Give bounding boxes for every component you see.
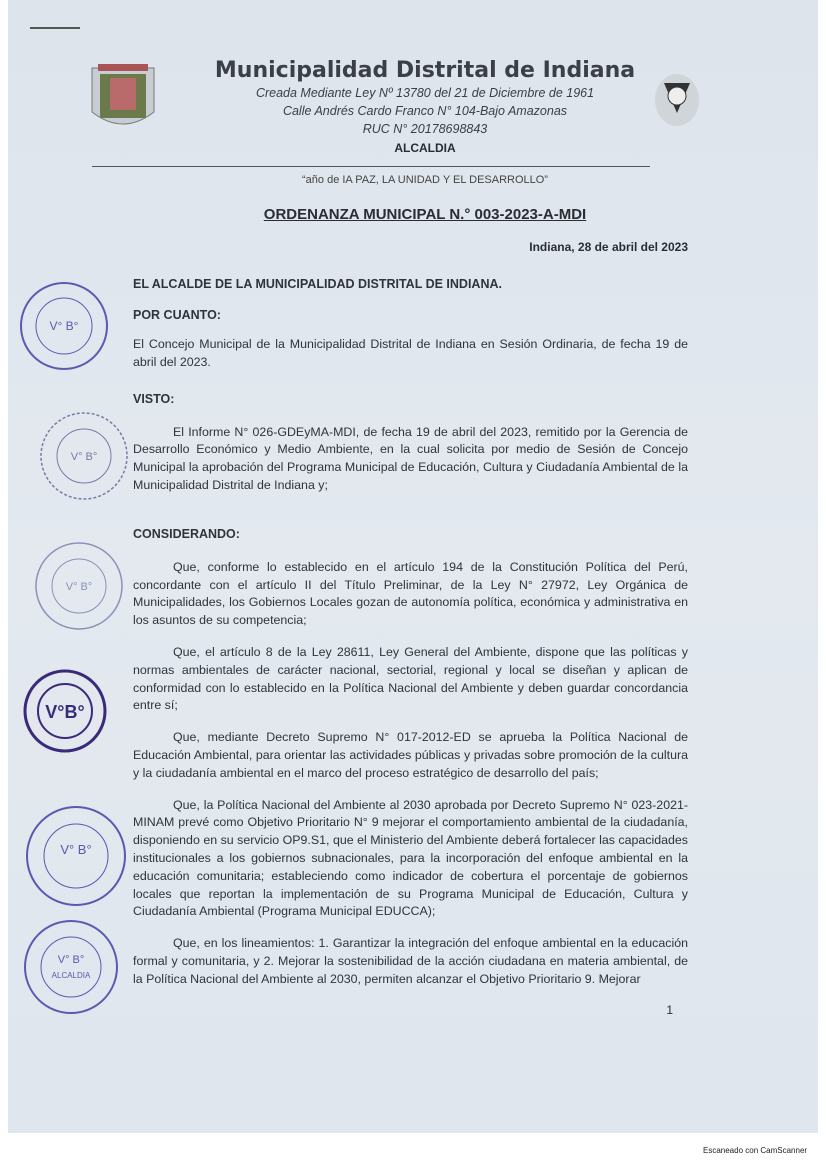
municipal-logo bbox=[88, 62, 158, 132]
paragraph: Que, el artículo 8 de la Ley 28611, Ley General del Ambiente, dispone que las políticas y normas ambientales de carácter nacional, sectorial, regional y local se diseñan y aplican de conformidad con lo establecido en la Política Nacional del Ambiente y deben guardar concordancia entre sí; bbox=[133, 644, 688, 713]
svg-text:V° B°: V° B° bbox=[65, 581, 93, 593]
svg-text:V° B°: V° B° bbox=[57, 954, 85, 966]
visto-heading: VISTO: bbox=[133, 391, 175, 406]
ruc: RUC N° 20178698843 bbox=[362, 122, 488, 136]
office: ALCALDIA bbox=[394, 141, 456, 155]
document-body bbox=[133, 275, 688, 1017]
ordinance-title: ORDENANZA MUNICIPAL N.° 003-2023-A-MDI bbox=[263, 206, 587, 223]
approval-stamp-icon bbox=[18, 280, 110, 372]
year-motto: “año de IA PAZ, LA UNIDAD Y EL DESARROLLO” bbox=[302, 174, 548, 186]
paragraph: Que, mediante Decreto Supremo N° 017-2012-ED se aprueba la Política Nacional de Educación Ambiental, para orientar las actividades públicas y privadas sobre promoción de la cultura y la ciudadanía ambiental en el marco del proceso estratégico de desarrollo del país; bbox=[133, 730, 688, 780]
page-number: 1 bbox=[666, 1002, 673, 1017]
header-divider bbox=[92, 166, 650, 167]
svg-text:ALCALDIA: ALCALDIA bbox=[51, 971, 91, 980]
visto-text: El Informe N° 026-GDEyMA-MDI, de fecha 19 de abril del 2023, remitido por la Gerencia de Desarrollo Económico y Medio Ambiente, en la cual solicita por medio de Sesión de Concejo Municipal la aprobación del Programa Municipal de Educación, Cultura y Ciudadanía Ambiental de la Municipalidad Distrital de Indiana y; bbox=[133, 424, 688, 492]
approval-stamp-icon bbox=[22, 668, 108, 754]
por-cuanto-heading: POR CUANTO: bbox=[133, 308, 221, 322]
alcalde-heading: EL ALCALDE DE LA MUNICIPALIDAD DISTRITAL DE INDIANA. bbox=[133, 277, 502, 291]
scan-mark bbox=[30, 27, 80, 29]
considerando-heading: CONSIDERANDO: bbox=[133, 526, 240, 541]
approval-stamp-icon bbox=[24, 804, 128, 908]
paragraph: Que, la Política Nacional del Ambiente al 2030 aprobada por Decreto Supremo N° 023-2021-MINAM prevé como Objetivo Prioritario N° 9 mejorar el comportamiento ambiental de la ciudadanía, disponiendo en su servicio OP9.S1, que el Ministerio del Ambiente deberá fortalecer las capacidades institucionales a los gobiernos subnacionales, para la incorporación del enfoque ambiental en la educación comunitaria; estableciendo como indicador de cobertura el porcentaje de gobiernos locales que reportan la implementación de su Programa Municipal de Educación, Cultura y Ciudadanía Ambiental (Programa Municipal EDUCCA); bbox=[133, 797, 688, 919]
approval-stamp-icon bbox=[22, 918, 120, 1016]
municipality-name: Municipalidad Distrital de Indiana bbox=[214, 58, 636, 83]
svg-text:V° B°: V° B° bbox=[60, 842, 92, 857]
svg-text:V° B°: V° B° bbox=[49, 319, 79, 333]
scanner-watermark: Escaneado con CamScanner bbox=[703, 1146, 808, 1155]
date: Indiana, 28 de abril del 2023 bbox=[529, 240, 688, 254]
paragraph: Que, conforme lo establecido en el artículo 194 de la Constitución Política del Perú, concordante con el artículo II del Título Preliminar, de la Ley N° 27972, Ley Orgánica de Municipalidades, los Gobiernos Locales gozan de autonomía política, económica y administrativa en los asuntos de su competencia; bbox=[133, 559, 688, 628]
svg-text:V°B°: V°B° bbox=[45, 702, 85, 722]
paragraph: Que, en los lineamientos: 1. Garantizar la integración del enfoque ambiental en la educación formal y comunitaria, y 2. Mejorar la sostenibilidad de la acción ciudadana en materia ambiental, de la Política Nacional del Ambiente al 2030, permiten alcanzar el Objetivo Prioritario 9. Mejorar bbox=[133, 936, 688, 986]
approval-stamp-icon bbox=[33, 540, 125, 632]
creation-law: Creada Mediante Ley Nº 13780 del 21 de Diciembre de 1961 bbox=[255, 86, 595, 100]
svg-text:V° B°: V° B° bbox=[70, 451, 98, 463]
address: Calle Andrés Cardo Franco N° 104-Bajo Amazonas bbox=[282, 104, 568, 118]
por-cuanto-text: El Concejo Municipal de la Municipalidad Distrital de Indiana en Sesión Ordinaria, de fecha 19 de abril del 2023. bbox=[133, 337, 688, 369]
approval-stamp-icon bbox=[38, 410, 130, 502]
